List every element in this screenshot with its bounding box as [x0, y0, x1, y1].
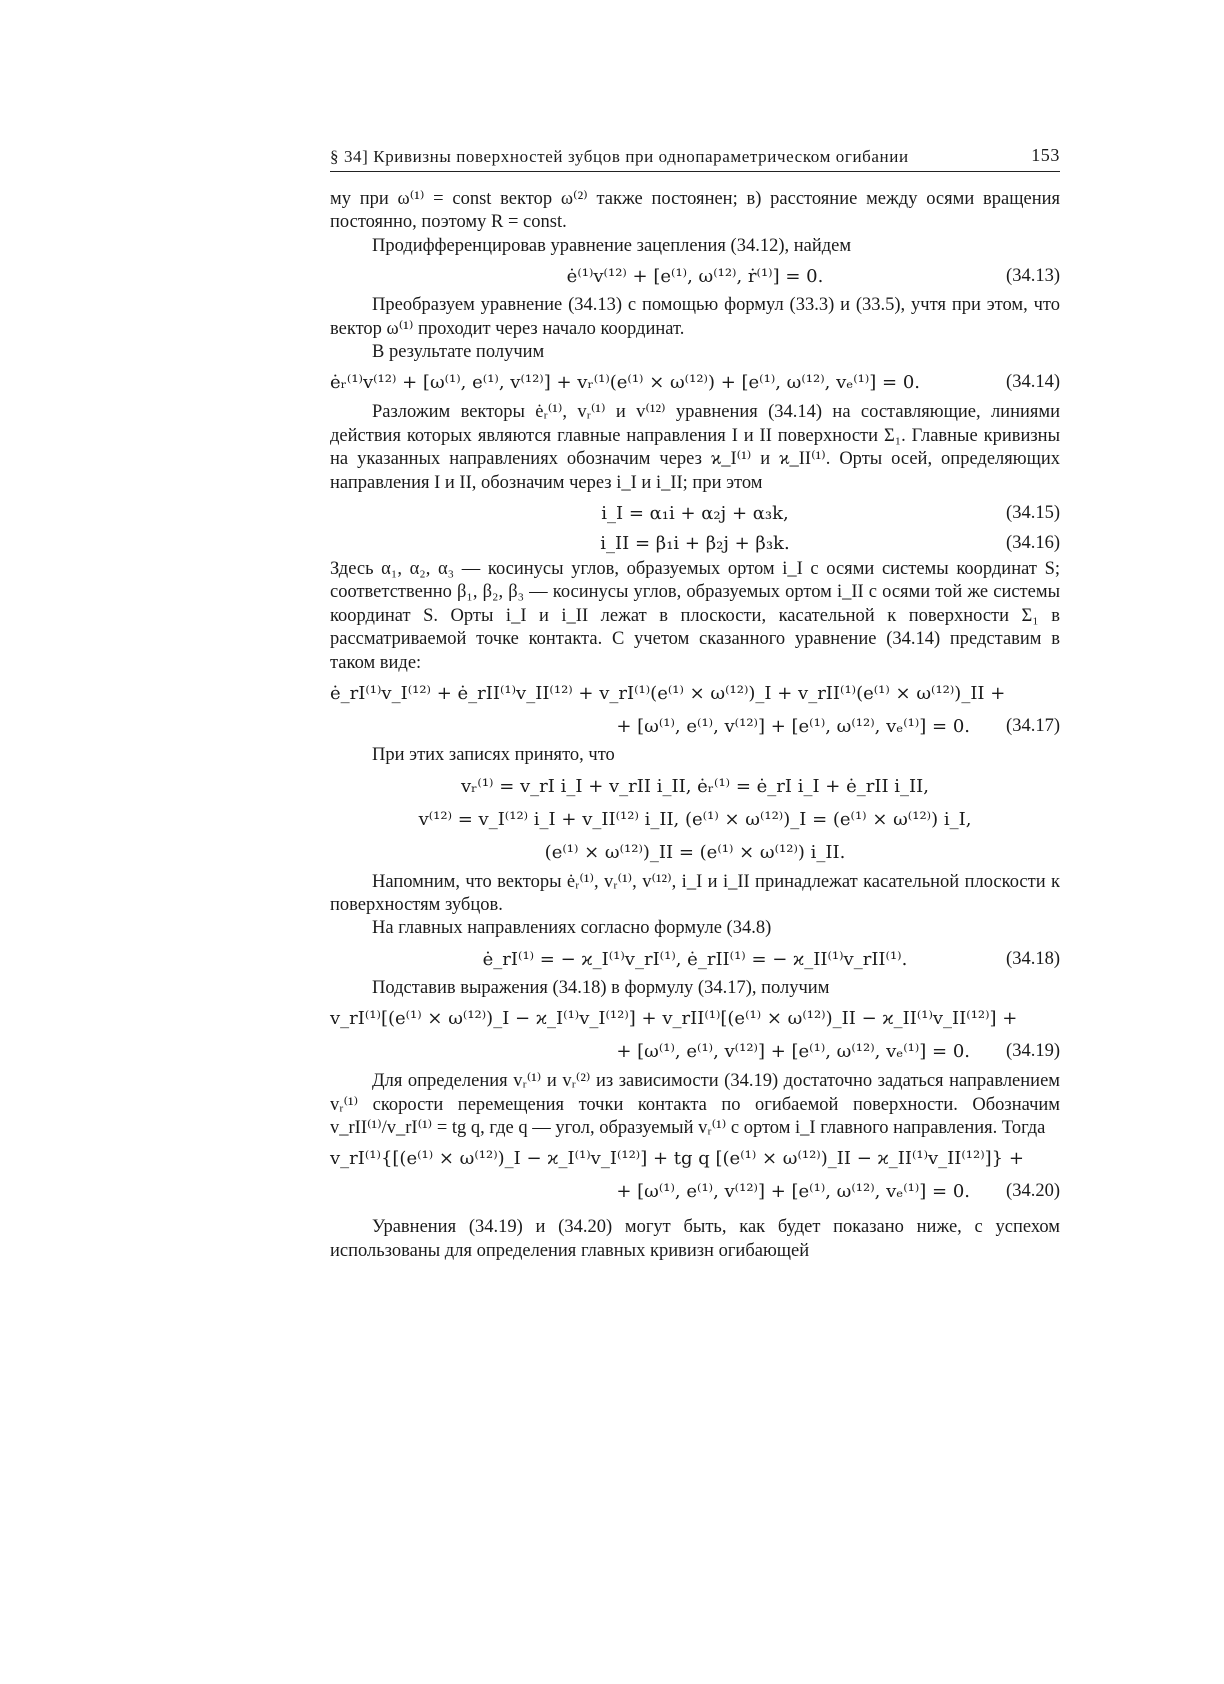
- formula: i_II = β₁i + β₂j + β₃k.: [600, 533, 790, 555]
- paragraph: В результате получим: [372, 342, 545, 363]
- paragraph: Подставив выражения (34.18) в формулу (34.17), получим: [372, 977, 830, 998]
- paragraph: На главных направлениях согласно формуле (34.8): [372, 918, 772, 939]
- paragraph: Напомним, что векторы ėᵣ⁽¹⁾, vᵣ⁽¹⁾, v⁽¹²⁾, i_I и i_II принадлежат касательной плоскости к поверхностям зубцов.: [330, 871, 1060, 915]
- paragraph: При этих записях принято, что: [372, 745, 615, 766]
- definition-line-2: [330, 804, 1060, 834]
- equation-number: (34.19): [1006, 1041, 1060, 1062]
- section-title: § 34] Кривизны поверхностей зубцов при однопараметрическом огибании: [330, 147, 909, 166]
- formula: v_rI⁽¹⁾[(e⁽¹⁾ × ω⁽¹²⁾)_I − ϰ_I⁽¹⁾v_I⁽¹²⁾] + v_rII⁽¹⁾[(e⁽¹⁾ × ω⁽¹²⁾)_II − ϰ_II⁽¹⁾v_II⁽¹²⁾] +: [330, 1008, 1018, 1030]
- formula: + [ω⁽¹⁾, e⁽¹⁾, v⁽¹²⁾] + [e⁽¹⁾, ω⁽¹²⁾, vₑ⁽¹⁾] = 0.: [616, 1041, 970, 1063]
- equation-34-20-line2: [330, 1176, 1060, 1206]
- paragraph: Уравнения (34.19) и (34.20) могут быть, как будет показано ниже, с успехом использованы для определения главных кривизн огибающей: [330, 1217, 1060, 1261]
- equation-number: (34.17): [1006, 716, 1060, 737]
- formula: + [ω⁽¹⁾, e⁽¹⁾, v⁽¹²⁾] + [e⁽¹⁾, ω⁽¹²⁾, vₑ⁽¹⁾] = 0.: [616, 1181, 970, 1203]
- equation-number: (34.18): [1006, 948, 1060, 969]
- equation-34-17-line1: [330, 678, 1060, 708]
- formula: ė_rI⁽¹⁾ = − ϰ_I⁽¹⁾v_rI⁽¹⁾, ė_rII⁽¹⁾ = − ϰ_II⁽¹⁾v_rII⁽¹⁾.: [482, 948, 908, 970]
- running-header: [330, 145, 1060, 172]
- page-number: 153: [1031, 145, 1060, 165]
- equation-number: (34.20): [1006, 1181, 1060, 1202]
- equation-number: (34.14): [1006, 372, 1060, 393]
- equation-number: (34.13): [1006, 266, 1060, 287]
- paragraph: му при ω⁽¹⁾ = const вектор ω⁽²⁾ также постоянен; в) расстояние между осями вращения постоянно, поэтому R = const.: [330, 189, 1060, 233]
- formula: (e⁽¹⁾ × ω⁽¹²⁾)_II = (e⁽¹⁾ × ω⁽¹²⁾) i_II.: [544, 841, 846, 863]
- definition-line-3: [330, 837, 1060, 867]
- paragraph: Здесь α₁, α₂, α₃ — косинусы углов, образуемых ортом i_I с осями системы координат S; соответственно β₁, β₂, β₃ — косинусы углов, образуемых ортом i_II с осями той же системы координат S. Орты i_I и i_II лежат в плоскости, касательной к поверхности Σ₁ в рассматриваемой точке контакта. С учетом сказанного уравнение (34.14) представим в таком виде:: [330, 559, 1060, 673]
- formula: vᵣ⁽¹⁾ = v_rI i_I + v_rII i_II, ėᵣ⁽¹⁾ = ė_rI i_I + ė_rII i_II,: [461, 775, 929, 797]
- equation-34-19-line2: [330, 1036, 1060, 1066]
- formula: v⁽¹²⁾ = v_I⁽¹²⁾ i_I + v_II⁽¹²⁾ i_II, (e⁽¹⁾ × ω⁽¹²⁾)_I = (e⁽¹⁾ × ω⁽¹²⁾) i_I,: [418, 808, 972, 830]
- formula: i_I = α₁i + α₂j + α₃k,: [601, 503, 789, 525]
- formula: v_rI⁽¹⁾{[(e⁽¹⁾ × ω⁽¹²⁾)_I − ϰ_I⁽¹⁾v_I⁽¹²⁾] + tg q [(e⁽¹⁾ × ω⁽¹²⁾)_II − ϰ_II⁽¹⁾v_II⁽¹²⁾]} +: [330, 1148, 1024, 1170]
- paragraph: Для определения vᵣ⁽¹⁾ и vᵣ⁽²⁾ из зависимости (34.19) достаточно задаться направлением vᵣ⁽¹⁾ скорости перемещения точки контакта по огибаемой поверхности. Обозначим v_rII⁽¹⁾/v_rI⁽¹⁾ = tg q, где q — угол, образуемый vᵣ⁽¹⁾ с ортом i_I главного направления. Тогда: [330, 1071, 1060, 1138]
- formula: + [ω⁽¹⁾, e⁽¹⁾, v⁽¹²⁾] + [e⁽¹⁾, ω⁽¹²⁾, vₑ⁽¹⁾] = 0.: [616, 716, 970, 738]
- formula: ėᵣ⁽¹⁾v⁽¹²⁾ + [ω⁽¹⁾, e⁽¹⁾, v⁽¹²⁾] + vᵣ⁽¹⁾(e⁽¹⁾ × ω⁽¹²⁾) + [e⁽¹⁾, ω⁽¹²⁾, vₑ⁽¹⁾] = 0.: [330, 372, 920, 394]
- equation-number: (34.15): [1006, 503, 1060, 524]
- equation-34-17-line2: [330, 711, 1060, 741]
- equation-number: (34.16): [1006, 533, 1060, 554]
- formula: ė⁽¹⁾v⁽¹²⁾ + [e⁽¹⁾, ω⁽¹²⁾, ṙ⁽¹⁾] = 0.: [566, 266, 824, 288]
- definition-line-1: [330, 771, 1060, 801]
- paragraph: Продифференцировав уравнение зацепления (34.12), найдем: [372, 235, 852, 256]
- equation-34-16: [330, 528, 1060, 555]
- paragraph: Разложим векторы ėᵣ⁽¹⁾, vᵣ⁽¹⁾ и v⁽¹²⁾ уравнения (34.14) на составляющие, линиями действия которых являются главные направления I и II поверхности Σ₁. Главные кривизны на указанных направлениях обозначим через ϰ_I⁽¹⁾ и ϰ_II⁽¹⁾. Орты осей, определяющих направления I и II, обозначим через i_I и i_II; при этом: [330, 402, 1060, 493]
- equation-34-15: [330, 498, 1060, 525]
- formula: ė_rI⁽¹⁾v_I⁽¹²⁾ + ė_rII⁽¹⁾v_II⁽¹²⁾ + v_rI⁽¹⁾(e⁽¹⁾ × ω⁽¹²⁾)_I + v_rII⁽¹⁾(e⁽¹⁾ × ω⁽¹²⁾)_II +: [330, 683, 1006, 705]
- paragraph: Преобразуем уравнение (34.13) с помощью формул (33.3) и (33.5), учтя при этом, что вектор ω⁽¹⁾ проходит через начало координат.: [330, 295, 1060, 339]
- equation-34-18: [330, 944, 1060, 974]
- equation-34-14: [330, 367, 1060, 397]
- page-body: [330, 188, 1060, 1263]
- equation-34-19-line1: [330, 1003, 1060, 1033]
- equation-34-20-line1: [330, 1143, 1060, 1173]
- equation-34-13: [330, 261, 1060, 291]
